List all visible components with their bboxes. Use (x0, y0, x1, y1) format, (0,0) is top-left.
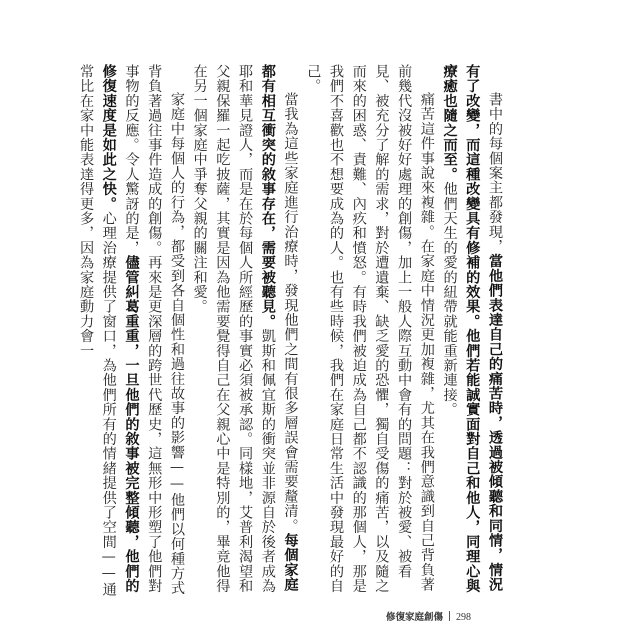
text-segment: 心理治療提供了窗口，為他們所有的情緒提供了空間——通常比在家中能表達得更多，因為家庭動力會一 (78, 64, 117, 597)
vertical-text-body (78, 64, 506, 604)
text-segment: 凱斯和佩宜斯的衝突並非源自於後者成為耶和華見證人，而是在於每個人所經歷的事實必須被承認。同樣地，艾普利渴望和父親保羅一起吃披薩，其實是因為他需要覺得自己在父親心中是特別的，畢竟他得在另一個家庭中爭奪父親的關注和愛。 (191, 64, 276, 594)
text-segment: 家庭中每個人的行為，都受到各自個性和過往故事的影響——他們以何種方式背負著過往事件造成的創傷。再來是更深層的跨世代歷史，這無形中形塑了他們對事物的反應。令人驚訝的是， (123, 64, 185, 596)
paragraph (438, 64, 506, 604)
text-segment: 書中的每個案主都發現， (487, 92, 503, 255)
text-segment: 他們天生的愛的紐帶就能重新連接。 (441, 181, 458, 417)
text-segment: 痛苦這件事說來複雜。在家庭中情況更加複雜，尤其在我們意識到自己背負著前幾代沒被好好處理的創傷，加上一般人際互動中會有的問題：對於被愛、被看見、被充分了解的需求，對於遭遺棄、缺乏愛的恐懼，獨自受傷的痛苦，以及隨之而來的困惑、責難、內疚和憤怒。有時我們被迫成為自己都不認識的那個人，那是我們不喜歡也不想要成為的人。也有些時候，我們在家庭日常生活中發現最好的自己。 (305, 64, 435, 594)
text-segment: 當我為這些家庭進行治療時，發現他們之間有很多層誤會需要釐清。 (282, 92, 299, 534)
paragraph (74, 64, 188, 604)
page-footer (386, 611, 471, 625)
page-number: 298 (456, 612, 472, 623)
bold-text-segment: 當他們表達自己的痛苦時，透過被傾聽和同情，情況有了改變，而這種改變具有修補的效果。他們若能誠實面對自己和他人，同理心與療癒也隨之而至。 (441, 64, 503, 594)
running-title: 修復家庭創傷 (386, 612, 444, 623)
bold-text-segment: 每個家庭都有相互衝突的敘事存在，需要被聽見。 (259, 64, 299, 593)
bold-text-segment: 儘管糾葛重重，一旦他們的敘事被完整傾聽，他們的修復速度是如此之快。 (100, 64, 140, 594)
paragraph (188, 64, 302, 604)
paragraph (302, 64, 438, 604)
footer-separator (449, 611, 450, 621)
